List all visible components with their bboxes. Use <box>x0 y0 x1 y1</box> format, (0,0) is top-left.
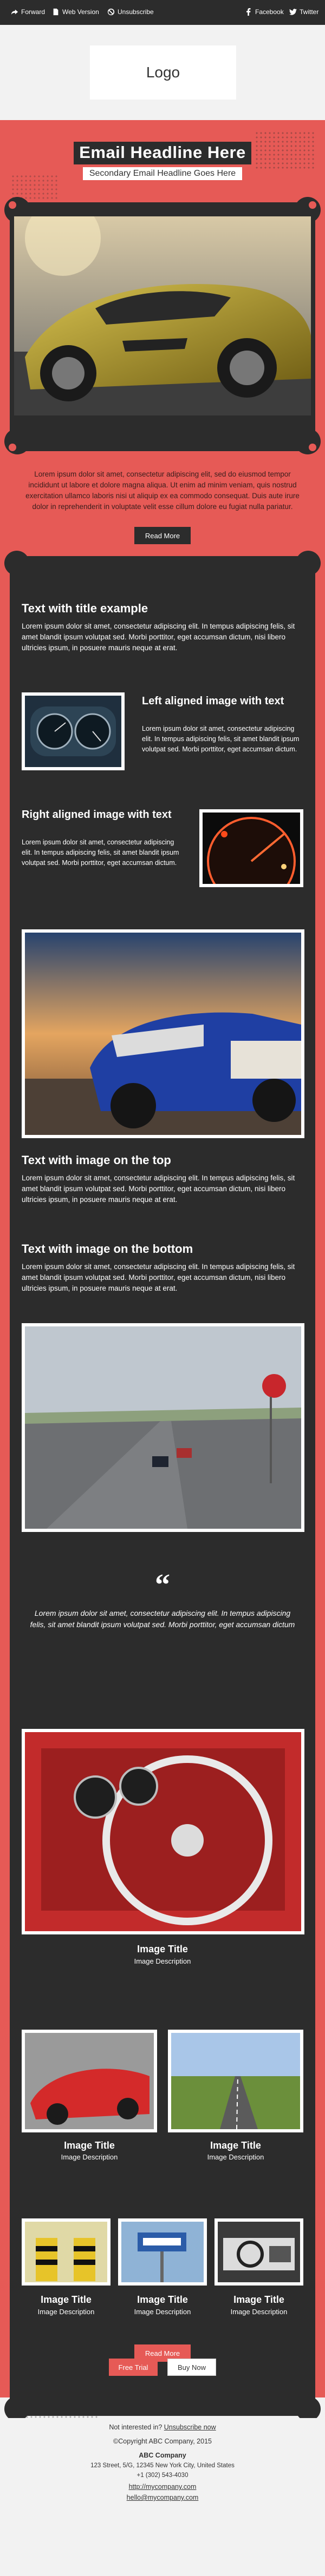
gallery-two-image-2 <box>168 2030 303 2132</box>
facebook-link[interactable]: Facebook <box>245 8 284 16</box>
image-bottom-title: Text with image on the bottom <box>22 1242 193 1256</box>
twitter-icon <box>289 8 297 16</box>
hero-headline: Email Headline Here <box>74 142 251 164</box>
image-bottom-text: Lorem ipsum dolor sit amet, consectetur adipiscing elit. In tempus adipiscing felis, sit amet blandit ipsum volutpat sed. Morbi porttitor, eget accumsan dictum, nisi libero ultricies ipsum, in posuere mauris neque at erat. <box>22 1263 295 1292</box>
hero-subheadline: Secondary Email Headline Goes Here <box>83 167 242 180</box>
logo[interactable]: Logo <box>90 45 236 100</box>
gallery-two-desc-2: Image Description <box>207 2153 264 2161</box>
left-aligned-title: Left aligned image with text <box>142 695 284 707</box>
gallery-two-title-2: Image Title <box>210 2140 261 2151</box>
gallery-two-title-1: Image Title <box>64 2140 115 2151</box>
document-icon <box>52 8 60 16</box>
gallery-three-desc-3: Image Description <box>230 2308 288 2316</box>
gallery-three-image-2 <box>118 2218 207 2286</box>
gallery-single-desc: Image Description <box>134 1957 191 1965</box>
gallery-three-title-3: Image Title <box>233 2294 284 2305</box>
content-body <box>10 556 315 2416</box>
free-trial-button[interactable]: Free Trial <box>109 2359 158 2376</box>
left-aligned-text: Lorem ipsum dolor sit amet, consectetur adipiscing elit. In tempus adipiscing felis, sit amet blandit ipsum volutpat sed. Morbi porttitor, eget accumsan dictum. <box>142 725 300 753</box>
gallery-three-image-3 <box>214 2218 303 2286</box>
gallery-three-desc-2: Image Description <box>134 2308 191 2316</box>
right-aligned-title: Right aligned image with text <box>22 809 172 821</box>
company-name: ABC Company <box>139 2452 186 2459</box>
footer <box>0 2418 325 2576</box>
unsubscribe-line: Not interested in? Unsubscribe now <box>109 2423 216 2431</box>
unsubscribe-link[interactable]: Unsubscribe <box>107 8 154 16</box>
image-top-photo <box>22 929 304 1138</box>
hero-section <box>0 120 325 569</box>
left-aligned-image <box>22 692 125 770</box>
hero-image-frame <box>10 202 315 451</box>
gallery-two-desc-1: Image Description <box>61 2153 118 2161</box>
gallery-three-image-1 <box>22 2218 110 2286</box>
company-website-link[interactable]: http://mycompany.com <box>128 2483 197 2491</box>
gallery-three-desc-1: Image Description <box>37 2308 95 2316</box>
forward-link[interactable]: Forward <box>11 8 45 16</box>
buy-now-button[interactable]: Buy Now <box>167 2359 216 2376</box>
logo-area <box>0 25 325 120</box>
unsubscribe-now-link[interactable]: Unsubscribe now <box>164 2423 216 2431</box>
unsubscribe-icon <box>107 8 115 16</box>
hero-text: Lorem ipsum dolor sit amet, consectetur adipiscing elit, sed do eiusmod tempor incididunt ut labore et dolore magna aliqua. Ut enim ad minim veniam, quis nostrud exercitation ullamco laboris nisi ut aliquip ex ea commodo consequat. Duis aute irure dolor in reprehenderit in voluptate velit esse cillum dolore eu fugiat nulla pariatur. <box>25 470 300 511</box>
hero-read-more-button[interactable]: Read More <box>134 527 191 544</box>
halftone-decoration <box>16 2397 98 2419</box>
top-bar <box>0 0 325 25</box>
copyright: ©Copyright ABC Company, 2015 <box>113 2438 212 2445</box>
gallery-three-title-1: Image Title <box>41 2294 92 2305</box>
company-email-link[interactable]: hello@mycompany.com <box>126 2494 199 2501</box>
gallery-read-more-button[interactable]: Read More <box>134 2344 191 2362</box>
image-top-title: Text with image on the top <box>22 1153 171 1167</box>
image-top-text: Lorem ipsum dolor sit amet, consectetur adipiscing elit. In tempus adipiscing felis, sit amet blandit ipsum volutpat sed. Morbi porttitor, eget accumsan dictum, nisi libero ultricies ipsum, in posuere mauris neque at erat. <box>22 1174 295 1204</box>
gallery-three-title-2: Image Title <box>137 2294 188 2305</box>
section-title-example: Text with title example <box>22 602 148 615</box>
facebook-icon <box>245 8 252 16</box>
gallery-single-title: Image Title <box>137 1944 188 1954</box>
section-title-text: Lorem ipsum dolor sit amet, consectetur adipiscing elit. In tempus adipiscing felis, sit amet blandit ipsum volutpat sed. Morbi porttitor, eget accumsan dictum, nisi libero ultricies ipsum, in posuere mauris neque at erat. <box>22 622 295 652</box>
gallery-single-image <box>22 1729 304 1934</box>
quote-text: Lorem ipsum dolor sit amet, consectetur adipiscing elit. In tempus adipiscing felis, sit amet blandit ipsum volutpat sed. Morbi porttitor, eget accumsan dictum <box>30 1609 295 1629</box>
web-version-link[interactable]: Web Version <box>52 8 99 16</box>
right-aligned-text: Lorem ipsum dolor sit amet, consectetur adipiscing elit. In tempus adipiscing felis, sit amet blandit ipsum volutpat sed. Morbi porttitor, eget accumsan dictum. <box>22 838 179 867</box>
company-address: 123 Street, 5/G, 12345 New York City, United States <box>90 2462 235 2469</box>
right-aligned-image <box>199 809 303 887</box>
twitter-link[interactable]: Twitter <box>289 8 318 16</box>
quote-mark: “ <box>155 1568 170 1602</box>
hero-car-image <box>14 216 311 415</box>
company-phone: +1 (302) 543-4030 <box>136 2472 188 2479</box>
gallery-two-image-1 <box>22 2030 157 2132</box>
image-bottom-photo <box>22 1323 304 1532</box>
forward-icon <box>11 8 18 16</box>
